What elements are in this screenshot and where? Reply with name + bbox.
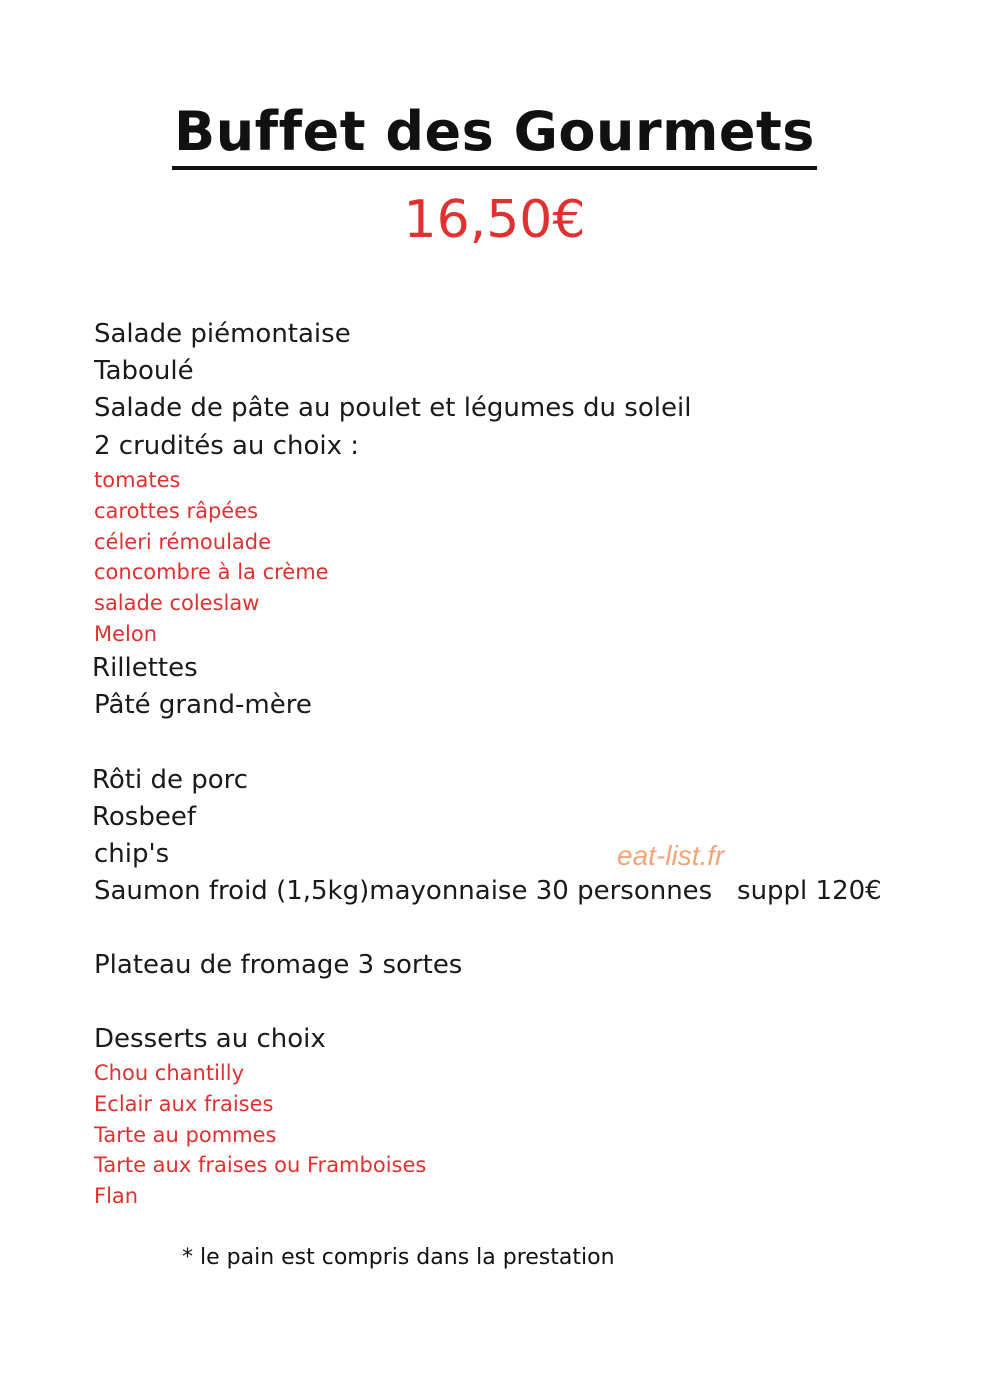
dessert-option: Tarte au pommes	[94, 1123, 277, 1147]
menu-item: chip's	[94, 839, 170, 869]
crudite-option: concombre à la crème	[94, 560, 329, 584]
menu-item: Salade de pâte au poulet et légumes du soleil	[94, 393, 692, 423]
crudite-option: céleri rémoulade	[94, 530, 272, 554]
menu-title: Buffet des Gourmets	[0, 92, 989, 172]
crudite-option: Melon	[94, 622, 158, 646]
dessert-option: Eclair aux fraises	[94, 1092, 274, 1116]
dessert-option: Tarte aux fraises ou Framboises	[94, 1153, 427, 1177]
menu-item: Plateau de fromage 3 sortes	[94, 950, 463, 980]
watermark: eat-list.fr	[617, 840, 725, 871]
crudite-option: carottes râpées	[94, 499, 259, 523]
menu-item: Rôti de porc	[92, 765, 249, 795]
menu-item: 2 crudités au choix :	[94, 431, 359, 461]
menu-item: Taboulé	[94, 356, 194, 386]
menu-item: Rosbeef	[92, 802, 196, 832]
desserts-heading: Desserts au choix	[94, 1024, 326, 1054]
menu-item: Saumon froid (1,5kg)mayonnaise 30 personnes suppl 120€	[94, 876, 882, 906]
dessert-option: Flan	[94, 1184, 139, 1208]
crudite-option: tomates	[94, 468, 181, 492]
menu-item: Pâté grand-mère	[94, 690, 312, 720]
menu-item: Rillettes	[92, 653, 198, 683]
footnote: * le pain est compris dans la prestation	[182, 1245, 615, 1270]
crudite-option: salade coleslaw	[94, 591, 260, 615]
menu-item: Salade piémontaise	[94, 319, 351, 349]
dessert-option: Chou chantilly	[94, 1061, 245, 1085]
menu-price: 16,50€	[403, 190, 586, 250]
